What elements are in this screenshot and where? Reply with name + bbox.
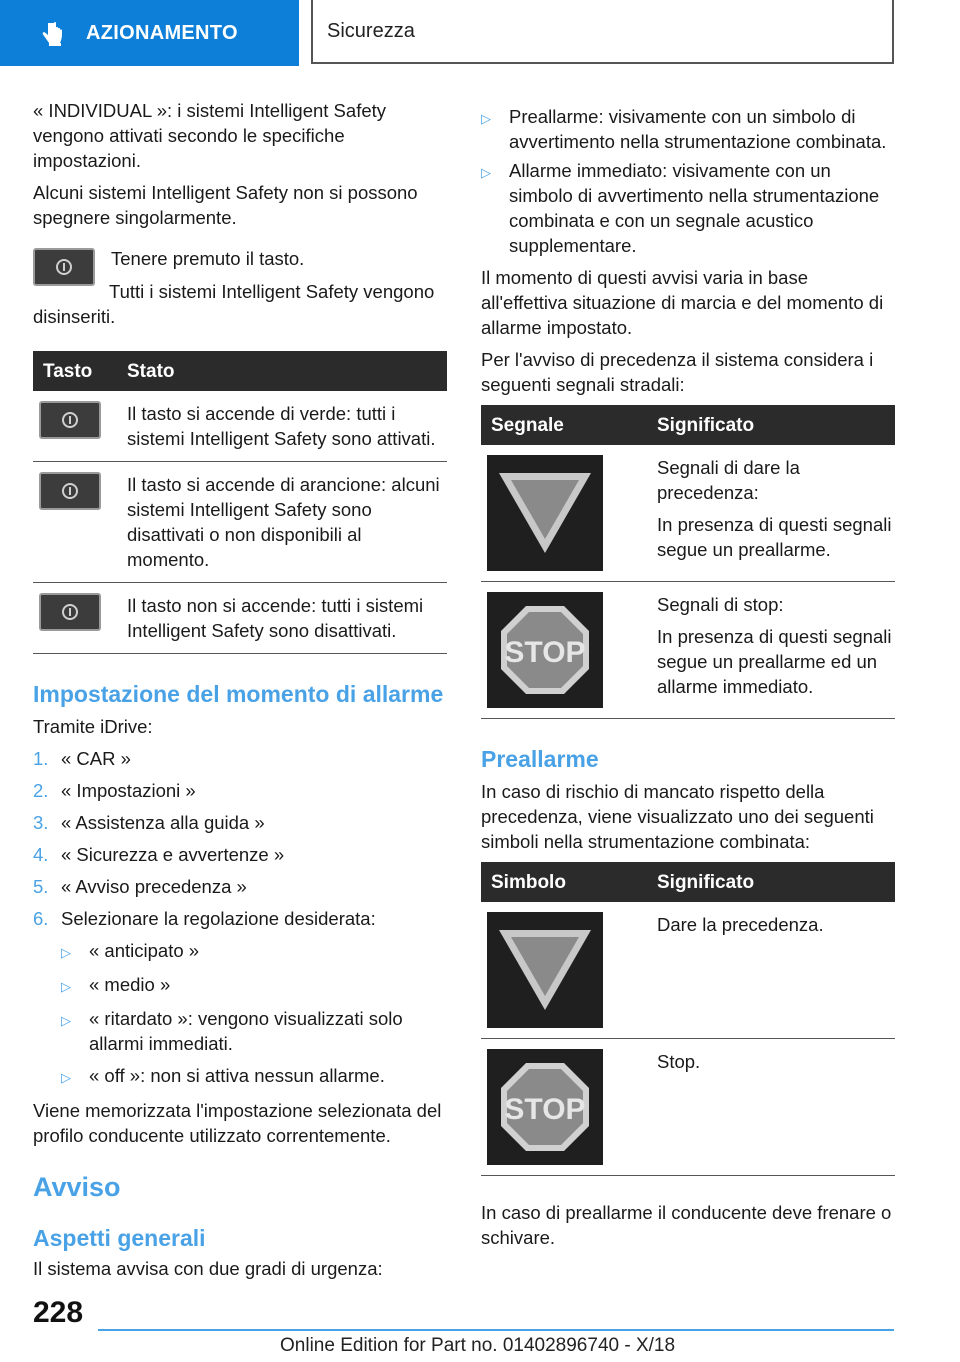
page-number: 228 [33, 1296, 84, 1329]
paragraph: In caso di preallarme il conducente deve frenare o schivare. [481, 1202, 892, 1248]
table-cell: Dare la precedenza. [647, 902, 895, 1039]
table-cell: Stop. [647, 1039, 895, 1176]
table-header: Significato [647, 405, 895, 445]
section-heading: Avviso [33, 1172, 121, 1202]
triangle-bullet-icon: ▷ [61, 1013, 71, 1028]
key-state-table [33, 351, 447, 654]
table-header: Stato [117, 351, 447, 391]
triangle-bullet-icon: ▷ [61, 945, 71, 960]
list-item: 1. « CAR » [33, 748, 131, 769]
list-item: ▷ « anticipato » [61, 938, 447, 965]
symbol-table [481, 862, 895, 1176]
triangle-bullet-icon: ▷ [481, 111, 491, 126]
list-item: 6. Selezionare la regolazione desiderata: ▷ « anticipato » ▷ « medio » ▷ « ritardato »: vengono visualizzati solo allarmi immediati. ▷ « off »: non si attiva nessun allarme. [33, 906, 447, 1097]
table-cell: Il tasto non si accende: tutti i sistemi Intelligent Safety sono disattivati. [117, 583, 447, 654]
svg-text:STOP: STOP [504, 636, 586, 669]
table-row [481, 1039, 895, 1176]
sign-table [481, 405, 895, 719]
table-header: Simbolo [481, 862, 647, 902]
list-item: ▷ « off »: non si attiva nessun allarme. [61, 1063, 447, 1090]
list-item: 4. « Sicurezza e avvertenze » [33, 844, 285, 865]
option-list [61, 938, 447, 1090]
paragraph: In caso di rischio di mancato rispetto della precedenza, viene visualizzato uno dei seguenti simboli nella strumentazione combinata: [481, 781, 874, 852]
paragraph: Il sistema avvisa con due gradi di urgenza: [33, 1258, 383, 1279]
chapter-box [311, 0, 894, 64]
list-item: ▷ Preallarme: visivamente con un simbolo di avvertimento nella strumentazione combinata. [481, 106, 887, 152]
stop-sign-icon [487, 592, 603, 708]
idrive-steps [33, 746, 447, 1097]
table-row [481, 445, 895, 582]
warning-levels-list [481, 104, 895, 258]
list-item: 3. « Assistenza alla guida » [33, 812, 265, 833]
triangle-bullet-icon: ▷ [61, 979, 71, 994]
page-header [0, 0, 960, 66]
table-row [481, 582, 895, 719]
table-row [33, 462, 447, 583]
triangle-bullet-icon: ▷ [481, 165, 491, 180]
table-cell: In presenza di questi segnali segue un preallarme ed un allarme immediato. [657, 626, 892, 697]
list-item: ▷ « ritardato »: vengono visualizzati solo allarmi immediati. [61, 1008, 403, 1054]
safety-button-off-icon [39, 593, 101, 631]
safety-button-orange-icon [39, 472, 101, 510]
subsection-heading: Aspetti generali [33, 1225, 206, 1251]
footer-rule [98, 1329, 894, 1331]
paragraph: Il momento di questi avvisi varia in base all'effettiva situazione di marcia e del momento di allarme impostato. [481, 267, 884, 338]
list-item: ▷ « medio » [61, 972, 447, 999]
list-item: 2. « Impostazioni » [33, 780, 196, 801]
section-tab[interactable] [0, 0, 299, 66]
safety-button-green-icon [39, 401, 101, 439]
list-item: 5. « Avviso precedenza » [33, 876, 247, 897]
table-row [33, 583, 447, 654]
stop-sign-icon [487, 1049, 603, 1165]
footer-edition: Online Edition for Part no. 01402896740 - X/18 [280, 1335, 676, 1356]
paragraph: « INDIVIDUAL »: i sistemi Intelligent Safety vengono attivati secondo le specifiche impostazioni. [33, 100, 387, 171]
table-cell: Il tasto si accende di verde: tutti i sistemi Intelligent Safety sono attivati. [117, 391, 447, 462]
left-column [33, 98, 447, 1288]
yield-sign-icon [487, 455, 603, 571]
table-header: Significato [647, 862, 895, 902]
table-cell: Segnali di dare la precedenza: [657, 457, 800, 503]
triangle-bullet-icon: ▷ [61, 1070, 71, 1085]
section-heading: Impostazione del momento di allarme [33, 681, 444, 707]
paragraph: Tenere premuto il tasto. [111, 248, 305, 269]
safety-button-icon [33, 248, 95, 286]
right-column [481, 104, 895, 1257]
list-item: ▷ Allarme immediato: visivamente con un simbolo di avvertimento nella strumentazione combinata e con un segnale acustico supplementare. [481, 160, 880, 256]
paragraph: Alcuni sistemi Intelligent Safety non si possono spegnere singolarmente. [33, 182, 418, 228]
svg-text:STOP: STOP [504, 1093, 586, 1126]
hand-pointer-icon [40, 19, 68, 47]
paragraph: Viene memorizzata l'impostazione selezionata del profilo conducente utilizzato correntemente. [33, 1100, 442, 1146]
section-heading: Preallarme [481, 746, 599, 772]
section-tab-label: AZIONAMENTO [86, 21, 238, 44]
chapter-title: Sicurezza [327, 19, 415, 42]
table-cell: Segnali di stop: [657, 594, 784, 615]
paragraph: Tramite iDrive: [33, 716, 153, 737]
paragraph: Per l'avviso di precedenza il sistema considera i seguenti segnali stradali: [481, 349, 874, 395]
table-row [481, 902, 895, 1039]
table-header: Segnale [481, 405, 647, 445]
paragraph: Tutti i sistemi Intelligent Safety vengono disinseriti. [33, 281, 435, 327]
table-row [33, 391, 447, 462]
table-cell: Il tasto si accende di arancione: alcuni sistemi Intelligent Safety sono disattivati o non disponibili al momento. [117, 462, 447, 583]
yield-sign-icon [487, 912, 603, 1028]
table-cell: In presenza di questi segnali segue un preallarme. [657, 514, 892, 560]
table-header: Tasto [33, 351, 117, 391]
